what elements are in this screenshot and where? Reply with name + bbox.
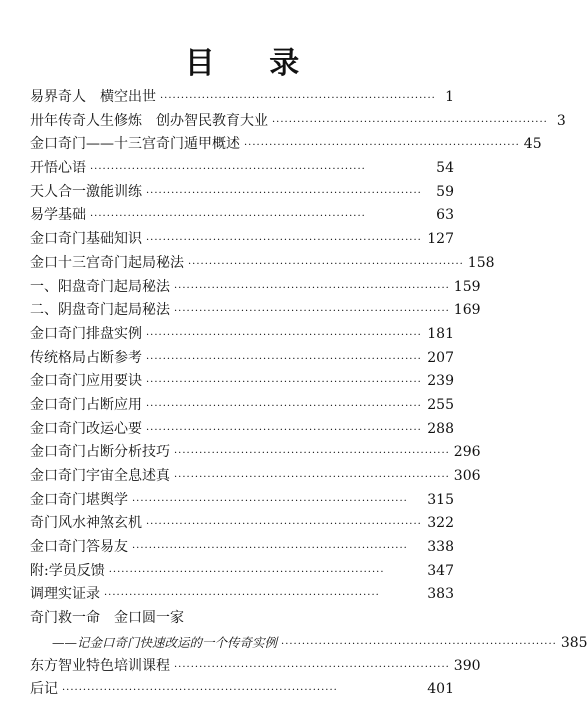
toc-entry[interactable] bbox=[30, 86, 454, 110]
toc-entry-page: 385 bbox=[560, 634, 588, 651]
toc-entry-label: 调理实证录 bbox=[30, 586, 100, 603]
toc-entry-page: 1 bbox=[445, 89, 454, 105]
leader-dots: ·································································· bbox=[90, 211, 366, 223]
toc-entry-page: 181 bbox=[427, 325, 454, 342]
toc-entry-page: 401 bbox=[427, 681, 454, 698]
toc-entry-heading[interactable] bbox=[30, 607, 454, 631]
toc-entry-page: 383 bbox=[427, 586, 454, 603]
toc-entry[interactable] bbox=[30, 370, 454, 394]
toc-entry-page: 288 bbox=[427, 420, 454, 437]
toc-entry[interactable] bbox=[30, 252, 495, 276]
toc-entry[interactable] bbox=[30, 110, 566, 134]
toc-entry-page: 158 bbox=[467, 254, 495, 271]
toc-entry-page: 45 bbox=[523, 136, 542, 153]
toc-entry-label: 卅年传奇人生修炼 创办智民教育大业 bbox=[30, 112, 268, 129]
toc-entry-label: 金口奇门占断应用 bbox=[30, 396, 142, 413]
toc-entry[interactable] bbox=[30, 678, 454, 702]
leader-dots: ·································································· bbox=[132, 543, 408, 555]
toc-entry-subtitle[interactable] bbox=[30, 631, 588, 655]
leader-dots: ·································································· bbox=[146, 353, 422, 365]
leader-dots: ·································································· bbox=[160, 93, 436, 104]
toc-entry-page: 239 bbox=[427, 373, 454, 390]
toc-entry-page: 63 bbox=[436, 207, 454, 224]
leader-dots: ·································································· bbox=[146, 235, 422, 247]
leader-dots: ·································································· bbox=[146, 519, 422, 531]
toc-entry[interactable] bbox=[30, 133, 542, 157]
toc-entry[interactable] bbox=[30, 560, 454, 584]
toc-entry-label: 金口奇门排盘实例 bbox=[30, 325, 142, 342]
toc-entry-label: 金口奇门堪舆学 bbox=[30, 491, 128, 508]
leader-dots: ·································································· bbox=[146, 400, 422, 412]
toc-entry[interactable] bbox=[30, 512, 454, 536]
toc-entry-page: 159 bbox=[453, 278, 481, 295]
toc-entry-page: 296 bbox=[453, 444, 481, 461]
leader-dots: ·································································· bbox=[146, 187, 422, 199]
toc-entry-label: 金口奇门占断分析技巧 bbox=[30, 444, 170, 461]
toc-entry-page: 127 bbox=[427, 231, 454, 248]
toc-entry[interactable] bbox=[30, 157, 454, 181]
toc-entry-label: 传统格局占断参考 bbox=[30, 349, 142, 366]
toc-entry-label: ——记金口奇门快速改运的一个传奇实例 bbox=[52, 634, 278, 650]
toc-entry-label: 金口奇门基础知识 bbox=[30, 231, 142, 248]
toc-entry-label: 东方智业特色培训课程 bbox=[30, 657, 170, 674]
toc-entry[interactable] bbox=[30, 418, 454, 442]
toc-entry-label: 天人合一激能训练 bbox=[30, 183, 142, 200]
toc-entry[interactable] bbox=[30, 276, 481, 300]
toc-entry-label: 二、阴盘奇门起局秘法 bbox=[30, 302, 170, 319]
leader-dots: ·································································· bbox=[174, 448, 450, 460]
toc-entry[interactable] bbox=[30, 181, 454, 205]
toc-entry-page: 54 bbox=[436, 160, 454, 177]
toc-entry[interactable] bbox=[30, 347, 454, 371]
toc-entry-page: 255 bbox=[427, 396, 454, 413]
leader-dots: ·································································· bbox=[108, 566, 385, 578]
toc-entry-label: 金口奇门改运心要 bbox=[30, 420, 142, 437]
toc-entry-page: 59 bbox=[436, 183, 454, 200]
leader-dots: ·································································· bbox=[188, 258, 464, 270]
toc-entry-label: 易界奇人 横空出世 bbox=[30, 89, 156, 105]
toc-entry-page: 306 bbox=[453, 468, 481, 484]
leader-dots: ·································································· bbox=[90, 164, 366, 176]
leader-dots: ·································································· bbox=[174, 661, 450, 673]
leader-dots: ·································································· bbox=[146, 377, 422, 389]
toc-entry-page: 315 bbox=[427, 491, 454, 508]
toc-entry-label: 金口奇门——十三宫奇门遁甲概述 bbox=[30, 136, 240, 153]
toc-entry-page: 390 bbox=[453, 657, 481, 674]
toc-entry-label: 金口奇门应用要诀 bbox=[30, 373, 142, 390]
toc-entry[interactable] bbox=[30, 204, 454, 228]
toc-entry[interactable] bbox=[30, 583, 454, 607]
toc-entry[interactable] bbox=[30, 441, 481, 465]
leader-dots: ·································································· bbox=[62, 685, 338, 697]
page-title: 目 录 bbox=[184, 46, 322, 81]
leader-dots: ·································································· bbox=[174, 282, 450, 294]
leader-dots: ·································································· bbox=[174, 472, 450, 483]
toc-entry[interactable] bbox=[30, 465, 481, 489]
leader-dots: ·································································· bbox=[174, 306, 450, 318]
toc-entry-label: 开悟心语 bbox=[30, 160, 86, 177]
toc-entry[interactable] bbox=[30, 655, 481, 679]
toc-entry-label: 奇门救一命 金口圆一家 bbox=[30, 610, 184, 627]
toc-entry-page: 322 bbox=[427, 515, 454, 532]
leader-dots: ·································································· bbox=[146, 424, 422, 436]
toc-entry-label: 后记 bbox=[30, 681, 58, 698]
toc-entry[interactable] bbox=[30, 228, 454, 252]
toc-entry-page: 3 bbox=[556, 112, 566, 129]
toc-entry-label: 金口十三宫奇门起局秘法 bbox=[30, 254, 184, 271]
leader-dots: ·································································· bbox=[244, 140, 520, 152]
leader-dots: ·································································· bbox=[146, 329, 422, 341]
toc-entry-page: 347 bbox=[427, 562, 454, 579]
toc-entry-label: 金口奇门宇宙全息述真 bbox=[30, 468, 170, 484]
toc-entry[interactable] bbox=[30, 323, 454, 347]
toc-entry[interactable] bbox=[30, 299, 481, 323]
toc-entry-label: 附:学员反馈 bbox=[30, 562, 105, 579]
leader-dots: ·································································· bbox=[281, 638, 557, 650]
leader-dots: ·································································· bbox=[272, 116, 548, 128]
toc-entry-label: 奇门风水神煞玄机 bbox=[30, 515, 142, 532]
toc-entry-label: 金口奇门答易友 bbox=[30, 539, 128, 556]
toc-entry[interactable] bbox=[30, 536, 454, 560]
toc-entry-page: 169 bbox=[453, 302, 481, 319]
toc-entry[interactable] bbox=[30, 394, 454, 418]
table-of-contents bbox=[30, 86, 588, 702]
toc-entry-label: 易学基础 bbox=[30, 207, 86, 224]
toc-entry-label: 一、阳盘奇门起局秘法 bbox=[30, 278, 170, 295]
leader-dots: ·································································· bbox=[104, 590, 380, 602]
leader-dots: ·································································· bbox=[132, 495, 408, 507]
toc-entry-page: 207 bbox=[427, 349, 454, 366]
toc-entry-page: 338 bbox=[427, 539, 454, 556]
toc-entry[interactable] bbox=[30, 489, 454, 513]
